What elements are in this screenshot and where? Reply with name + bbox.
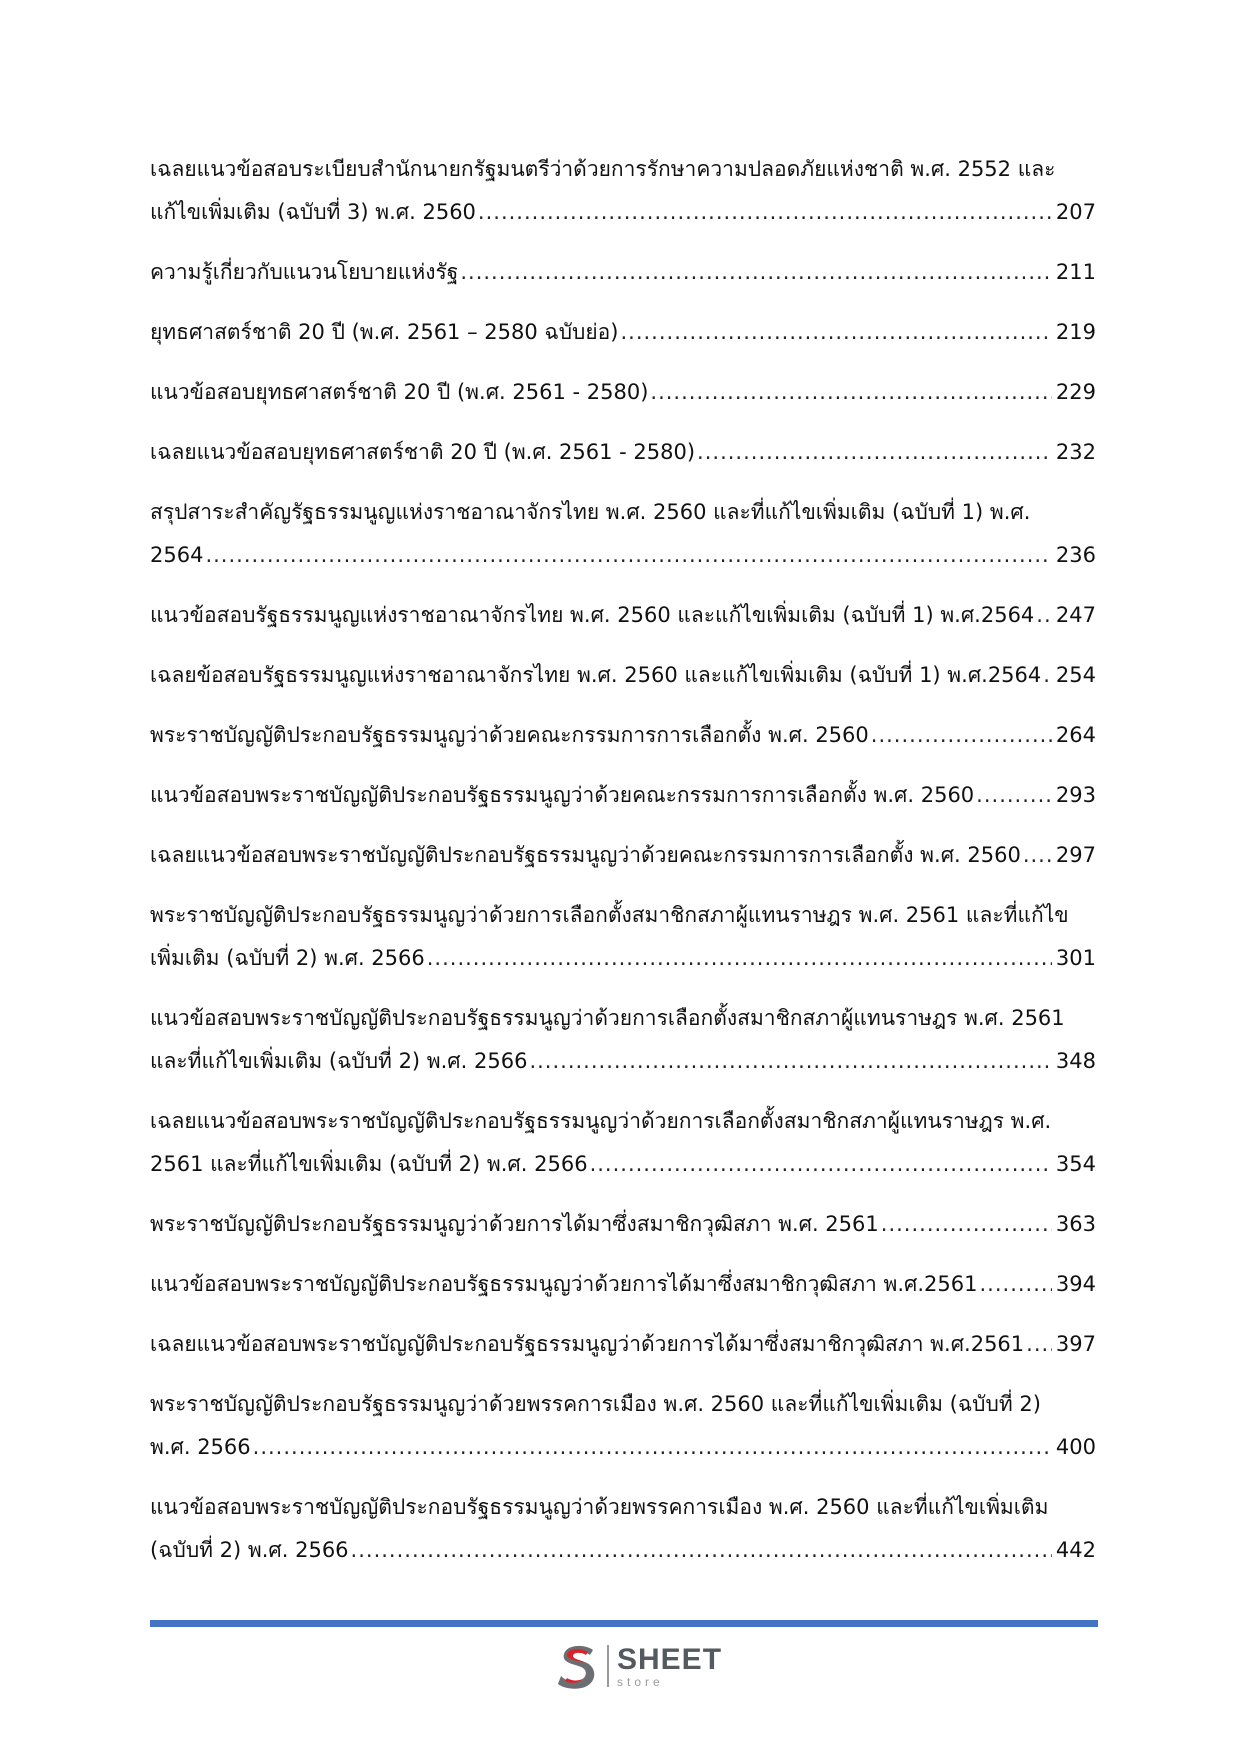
toc-entry[interactable] [150,251,1096,294]
toc-entry-row [150,1529,1096,1572]
dot-leader [881,1203,1052,1246]
toc-entry-row [150,594,1096,637]
toc-entry-title-line: แนวข้อสอบพระราชบัญญัติประกอบรัฐธรรมนูญว่าด้วยคณะกรรมการการเลือกตั้ง พ.ศ. 2560 [150,783,975,807]
toc-entry[interactable] [150,997,1096,1083]
toc-page-number: 264 [1055,723,1096,747]
dot-leader [590,1143,1052,1186]
toc-entry-row [150,1263,1096,1306]
toc-page-number: 232 [1055,440,1096,464]
dot-leader [980,1263,1052,1306]
table-of-contents [150,148,1096,1589]
toc-entry-row [150,311,1096,354]
toc-entry[interactable] [150,431,1096,474]
toc-page-number: 301 [1055,946,1096,970]
toc-entry[interactable] [150,311,1096,354]
toc-page-number: 394 [1055,1272,1096,1296]
toc-page-number: 236 [1055,543,1096,567]
toc-entry[interactable] [150,654,1096,697]
toc-entry-row [150,1143,1096,1186]
toc-entry[interactable] [150,594,1096,637]
dot-leader [976,774,1052,817]
toc-entry-row [150,937,1096,980]
toc-page-number: 207 [1055,200,1096,224]
toc-page-number: 297 [1055,843,1096,867]
toc-page-number: 219 [1055,320,1096,344]
logo-wordmark [617,1642,723,1689]
toc-entry[interactable] [150,1100,1096,1186]
toc-page-number: 400 [1055,1435,1096,1459]
toc-entry-title-line: พระราชบัญญัติประกอบรัฐธรรมนูญว่าด้วยพรรคการเมือง พ.ศ. 2560 และที่แก้ไขเพิ่มเติม (ฉบับที่ 2) [150,1392,1041,1416]
toc-entry-title-line: ความรู้เกี่ยวกับแนวนโยบายแห่งรัฐ [150,260,459,284]
toc-entry-row [150,1323,1096,1366]
dot-leader [650,371,1052,414]
dot-leader [1026,1323,1052,1366]
dot-leader [529,1040,1051,1083]
toc-entry[interactable] [150,1486,1096,1572]
dot-leader [253,1426,1052,1469]
dot-leader [1036,594,1052,637]
toc-entry-title-line: ยุทธศาสตร์ชาติ 20 ปี (พ.ศ. 2561 – 2580 ฉบับย่อ) [150,320,619,344]
toc-entry[interactable] [150,714,1096,757]
toc-page-number: 247 [1055,603,1096,627]
toc-entry[interactable] [150,1383,1096,1469]
toc-entry-title-line: พระราชบัญญัติประกอบรัฐธรรมนูญว่าด้วยการได้มาซึ่งสมาชิกวุฒิสภา พ.ศ. 2561 [150,1212,879,1236]
dot-leader [205,534,1051,577]
dot-leader [620,311,1051,354]
toc-entry[interactable] [150,1263,1096,1306]
footer-divider [150,1620,1098,1627]
toc-entry-title-line: แนวข้อสอบรัฐธรรมนูญแห่งราชอาณาจักรไทย พ.ศ. 2560 และแก้ไขเพิ่มเติม (ฉบับที่ 1) พ.ศ.2564 [150,603,1035,627]
toc-page-number: 211 [1055,260,1096,284]
toc-entry-row [150,371,1096,414]
toc-page-number: 354 [1055,1152,1096,1176]
toc-page-number: 229 [1055,380,1096,404]
toc-entry-title-line: แก้ไขเพิ่มเติม (ฉบับที่ 3) พ.ศ. 2560 [150,200,476,224]
toc-entry-title-line: แนวข้อสอบยุทธศาสตร์ชาติ 20 ปี (พ.ศ. 2561 - 2580) [150,380,649,404]
toc-entry[interactable] [150,1323,1096,1366]
logo-subtext: store [617,1674,664,1689]
toc-entry-title-line: แนวข้อสอบพระราชบัญญัติประกอบรัฐธรรมนูญว่าด้วยการได้มาซึ่งสมาชิกวุฒิสภา พ.ศ.2561 [150,1272,978,1296]
dot-leader [351,1529,1052,1572]
toc-entry-row [150,1040,1096,1083]
toc-entry-title-line: พระราชบัญญัติประกอบรัฐธรรมนูญว่าด้วยคณะกรรมการการเลือกตั้ง พ.ศ. 2560 [150,723,869,747]
toc-entry-title-line: แนวข้อสอบพระราชบัญญัติประกอบรัฐธรรมนูญว่าด้วยการเลือกตั้งสมาชิกสภาผู้แทนราษฎร พ.ศ. 2561 [150,1006,1065,1030]
toc-entry[interactable] [150,1203,1096,1246]
toc-entry-row [150,1426,1096,1469]
toc-entry-title-line: และที่แก้ไขเพิ่มเติม (ฉบับที่ 2) พ.ศ. 2566 [150,1049,528,1073]
toc-entry-row [150,654,1096,697]
toc-entry-title-line: เฉลยข้อสอบรัฐธรรมนูญแห่งราชอาณาจักรไทย พ.ศ. 2560 และแก้ไขเพิ่มเติม (ฉบับที่ 1) พ.ศ.2564 [150,663,1042,687]
dot-leader [871,714,1052,757]
toc-entry-row [150,191,1096,234]
toc-entry-title-line: พระราชบัญญัติประกอบรัฐธรรมนูญว่าด้วยการเลือกตั้งสมาชิกสภาผู้แทนราษฎร พ.ศ. 2561 และที่แก้ไข [150,903,1069,927]
toc-entry-title-line: สรุปสาระสำคัญรัฐธรรมนูญแห่งราชอาณาจักรไทย พ.ศ. 2560 และที่แก้ไขเพิ่มเติม (ฉบับที่ 1) พ.ศ. [150,500,1031,524]
toc-entry-row [150,251,1096,294]
toc-entry-title-line: เฉลยแนวข้อสอบระเบียบสำนักนายกรัฐมนตรีว่าด้วยการรักษาความปลอดภัยแห่งชาติ พ.ศ. 2552 และ [150,157,1056,181]
toc-entry-title-line: เฉลยแนวข้อสอบพระราชบัญญัติประกอบรัฐธรรมนูญว่าด้วยการเลือกตั้งสมาชิกสภาผู้แทนราษฎร พ.ศ. [150,1109,1052,1133]
toc-entry-title-line: เฉลยแนวข้อสอบพระราชบัญญัติประกอบรัฐธรรมนูญว่าด้วยการได้มาซึ่งสมาชิกวุฒิสภา พ.ศ.2561 [150,1332,1025,1356]
toc-entry-row [150,534,1096,577]
dot-leader [1023,834,1052,877]
toc-page-number: 442 [1055,1538,1096,1562]
toc-entry-title-line: เพิ่มเติม (ฉบับที่ 2) พ.ศ. 2566 [150,946,425,970]
logo-text: SHEET [617,1642,723,1676]
dot-leader [697,431,1052,474]
toc-entry[interactable] [150,894,1096,980]
toc-entry[interactable] [150,834,1096,877]
toc-entry-row [150,431,1096,474]
toc-entry[interactable] [150,491,1096,577]
sheet-store-logo [555,1640,722,1692]
toc-entry-row [150,774,1096,817]
dot-leader [427,937,1052,980]
toc-page-number: 397 [1055,1332,1096,1356]
toc-entry-row [150,714,1096,757]
toc-page-number: 348 [1055,1049,1096,1073]
toc-entry-title-line: พ.ศ. 2566 [150,1435,251,1459]
toc-entry[interactable] [150,774,1096,817]
toc-entry-row [150,1203,1096,1246]
toc-page-number: 293 [1055,783,1096,807]
toc-page-number: 254 [1055,663,1096,687]
logo-separator [607,1645,609,1687]
toc-entry-title-line: (ฉบับที่ 2) พ.ศ. 2566 [150,1538,349,1562]
toc-entry-row [150,834,1096,877]
toc-entry-title-line: 2564 [150,543,204,567]
dot-leader [460,251,1052,294]
sheet-store-s-logo-icon [555,1642,601,1690]
toc-entry-title-line: เฉลยแนวข้อสอบยุทธศาสตร์ชาติ 20 ปี (พ.ศ. 2561 - 2580) [150,440,696,464]
toc-entry[interactable] [150,371,1096,414]
toc-page-number: 363 [1055,1212,1096,1236]
toc-entry-title-line: เฉลยแนวข้อสอบพระราชบัญญัติประกอบรัฐธรรมนูญว่าด้วยคณะกรรมการการเลือกตั้ง พ.ศ. 2560 [150,843,1021,867]
toc-entry-title-line: แนวข้อสอบพระราชบัญญัติประกอบรัฐธรรมนูญว่าด้วยพรรคการเมือง พ.ศ. 2560 และที่แก้ไขเพิ่มเติม [150,1495,1049,1519]
dot-leader [1043,654,1052,697]
toc-entry-title-line: 2561 และที่แก้ไขเพิ่มเติม (ฉบับที่ 2) พ.ศ. 2566 [150,1152,588,1176]
toc-entry[interactable] [150,148,1096,234]
dot-leader [478,191,1052,234]
